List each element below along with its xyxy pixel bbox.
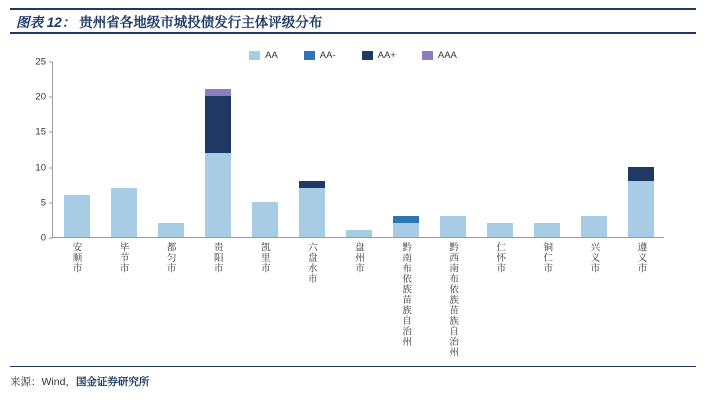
legend-swatch-icon [422,51,433,60]
y-axis-tick-mark [49,167,53,168]
bar-segment [205,96,231,152]
bar-stack[interactable] [628,167,654,237]
y-axis-tick-mark [49,238,53,239]
bar-segment [205,153,231,237]
legend-swatch-icon [249,51,260,60]
x-label-slot [334,242,381,358]
bar-segment [205,89,231,96]
bar-segment [158,223,184,237]
bar-segment [628,167,654,181]
y-axis-tick-label: 25 [35,56,46,68]
bar-slot [476,62,523,237]
y-axis-tick-label: 0 [40,232,46,244]
legend-label: AAA [437,50,457,61]
bar-stack[interactable] [252,202,278,237]
bar-stack[interactable] [346,230,372,237]
legend-item-aa-[interactable] [362,50,396,61]
x-axis-category-label: 都匀市 [164,242,176,274]
bar-stack[interactable] [158,223,184,237]
bar-slot [523,62,570,237]
legend-item-aa[interactable] [249,50,278,61]
x-label-slot [193,242,240,358]
y-axis-tick-label: 10 [35,162,46,174]
x-axis-category-label: 兴义市 [588,242,600,274]
x-label-slot [287,242,334,358]
x-label-slot [476,242,523,358]
bar-segment [64,195,90,237]
bar-stack[interactable] [393,216,419,237]
bar-stack[interactable] [205,89,231,237]
bar-segment [299,188,325,237]
x-axis-category-label: 盘州市 [352,242,364,274]
bar-segment [252,202,278,237]
bar-segment [393,223,419,237]
legend-item-aaa[interactable] [422,50,457,61]
x-label-slot [570,242,617,358]
bar-slot [382,62,429,237]
x-axis-category-label: 黔南布依族苗族自治州 [400,242,412,347]
bar-segment [534,223,560,237]
bar-slot [617,62,664,237]
x-label-slot [99,242,146,358]
bar-stack[interactable] [440,216,466,237]
y-axis-tick-label: 20 [35,91,46,103]
legend-swatch-icon [362,51,373,60]
bar-slot [288,62,335,237]
source-org: 国金证券研究所 [75,376,150,388]
x-label-slot [429,242,476,358]
bar-stack[interactable] [299,181,325,237]
x-axis-category-label: 仁怀市 [494,242,506,274]
axes [35,56,664,244]
x-label-slot [523,242,570,358]
bar-stack[interactable] [64,195,90,237]
bar-slot [335,62,382,237]
bar-slot [194,62,241,237]
page-title: 贵州省各地级市城投债发行主体评级分布 [79,15,323,30]
x-axis-category-label: 凯里市 [258,242,270,274]
bar-slot [53,62,100,237]
y-axis-tick-mark [49,132,53,133]
x-axis-category-label: 黔西南布依族苗族自治州 [447,242,459,358]
bar-segment [440,216,466,237]
bar-group [53,62,664,237]
bar-slot [429,62,476,237]
bar-slot [241,62,288,237]
bar-segment [628,181,654,237]
x-axis-labels [52,242,664,358]
x-axis-category-label: 安顺市 [70,242,82,274]
bar-segment [346,230,372,237]
legend-item-aa-[interactable] [304,50,336,61]
bar-segment [487,223,513,237]
bar-segment [111,188,137,237]
legend-label: AA [265,50,278,61]
x-label-slot [146,242,193,358]
x-label-slot [617,242,664,358]
legend-label: AA+ [377,50,396,61]
bar-stack[interactable] [581,216,607,237]
x-label-slot [382,242,429,358]
x-label-slot [52,242,99,358]
legend-swatch-icon [304,51,315,60]
legend-label: AA- [319,50,336,61]
plot-area [0,56,706,358]
x-axis-category-label: 毕节市 [117,242,129,274]
bar-slot [147,62,194,237]
bar-stack[interactable] [487,223,513,237]
figure-label: 图表 12： [16,15,76,30]
source-prefix: 来源：Wind， [10,376,76,388]
bar-stack[interactable] [534,223,560,237]
y-axis-tick-label: 5 [40,197,46,209]
x-axis-category-label: 贵阳市 [211,242,223,274]
bar-slot [100,62,147,237]
y-axis-tick-label: 15 [35,126,46,138]
y-axis-tick-mark [49,97,53,98]
chart-legend [0,50,706,61]
bar-segment [299,181,325,188]
x-axis-category-label: 铜仁市 [541,242,553,274]
x-axis-category-label: 遵义市 [635,242,647,274]
chart-title-bar [10,8,696,34]
bar-segment [393,216,419,223]
y-axis-tick-mark [49,202,53,203]
x-axis-category-label: 六盘水市 [305,242,317,284]
y-axis-tick-mark [49,62,53,63]
bar-stack[interactable] [111,188,137,237]
source-note [10,374,149,389]
bar-slot [570,62,617,237]
source-divider [10,366,696,367]
bar-segment [581,216,607,237]
x-label-slot [240,242,287,358]
